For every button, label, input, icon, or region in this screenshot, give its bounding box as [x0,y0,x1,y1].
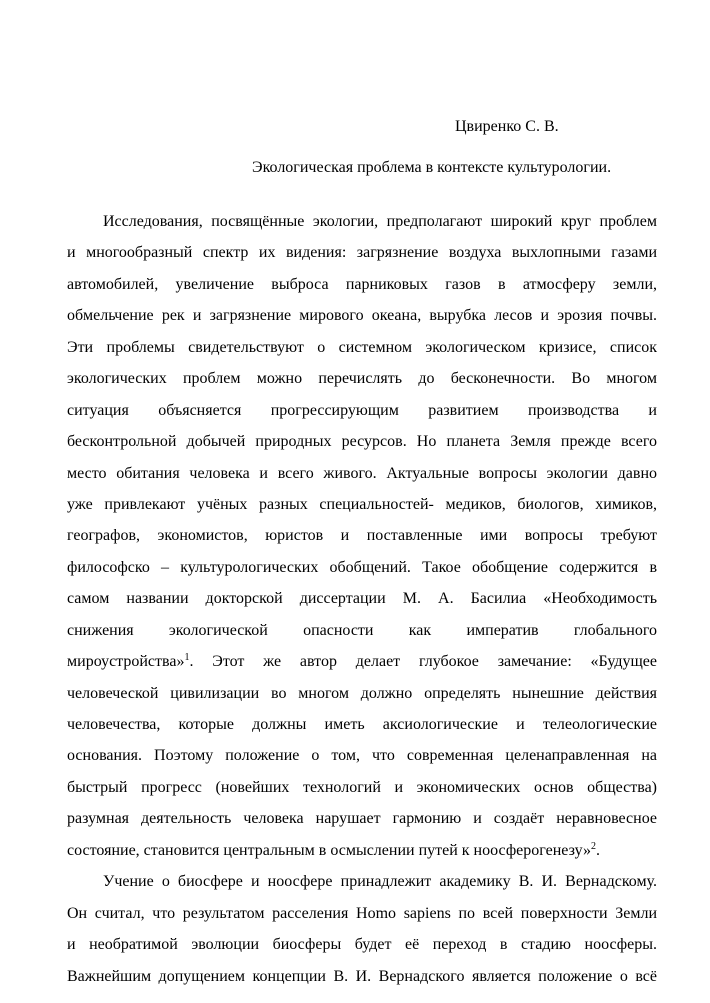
footnote-ref[interactable]: 2 [590,840,596,852]
text-line: и многообразный спектр их видения: загрязнение воздуха выхлопными газами [67,244,657,262]
text-line: уже привлекают учёных разных специальностей- медиков, биологов, химиков, [67,495,657,513]
text-line: Исследования, посвящённые экологии, предполагают широкий круг проблем [103,213,657,230]
text-line: быстрый прогресс (новейших технологий и экономических основ общества) [67,778,657,796]
text-line: географов, экономистов, юристов и поставленные ими вопросы требуют [67,527,657,545]
text-line: разумная деятельность человека нарушает гармонию и создаёт неравновесное [67,810,657,828]
footnote-ref[interactable]: 1 [184,652,190,664]
text-line: Эти проблемы свидетельствуют о системном экологическом кризисе, список [67,338,657,356]
text-line: ситуация объясняется прогрессирующим развитием производства и [67,401,657,419]
text-line: самом названии докторской диссертации М. А. Басилиа «Необходимость [67,590,657,608]
text-line: Он считал, что результатом расселения Homo sapiens по всей поверхности Земли [67,904,657,922]
text-fragment: . [595,841,600,859]
text-line-with-footnote [67,646,657,677]
text-line: экологических проблем можно перечислять до бесконечности. Во многом [67,370,657,388]
document-title: Экологическая проблема в контексте культурологии. [252,159,612,176]
text-line: человеческой цивилизации во многом должно определять нынешние действия [67,684,657,702]
text-fragment: мироустройства» [67,653,185,671]
paragraph-2 [67,866,657,992]
text-line: автомобилей, увеличение выброса парниковых газов в атмосферу земли, [67,275,657,293]
text-line: снижения экологической опасности как императив глобального [67,621,657,639]
text-line: Учение о биосфере и ноосфере принадлежит академику В. И. Вернадскому. [103,873,657,891]
author-name: Цвиренко С. В. [455,118,559,135]
text-line: основания. Поэтому положение о том, что современная целенаправленная на [67,747,657,765]
text-line: Важнейшим допущением концепции В. И. Вернадского является положение о всё [67,967,657,985]
text-fragment: . Этот же автор делает глубокое замечание: «Будущее [189,653,657,671]
text-line: человечества, которые должны иметь аксиологические и телеологические [67,716,657,733]
text-line: и необратимой эволюции биосферы будет её переход в стадию ноосферы. [67,936,657,954]
document-body [67,206,657,992]
text-line: бесконтрольной добычей природных ресурсов. Но планета Земля прежде всего [67,433,657,451]
paragraph-1 [67,206,657,866]
text-line: философско – культурологических обобщений. Такое обобщение содержится в [67,558,657,576]
text-line: место обитания человека и всего живого. Актуальные вопросы экологии давно [67,464,657,482]
text-line-with-footnote [67,835,657,866]
text-fragment: состояние, становится центральным в осмыслении путей к ноосферогенезу» [67,841,591,859]
text-line: обмельчение рек и загрязнение мирового океана, вырубка лесов и эрозия почвы. [67,307,657,325]
